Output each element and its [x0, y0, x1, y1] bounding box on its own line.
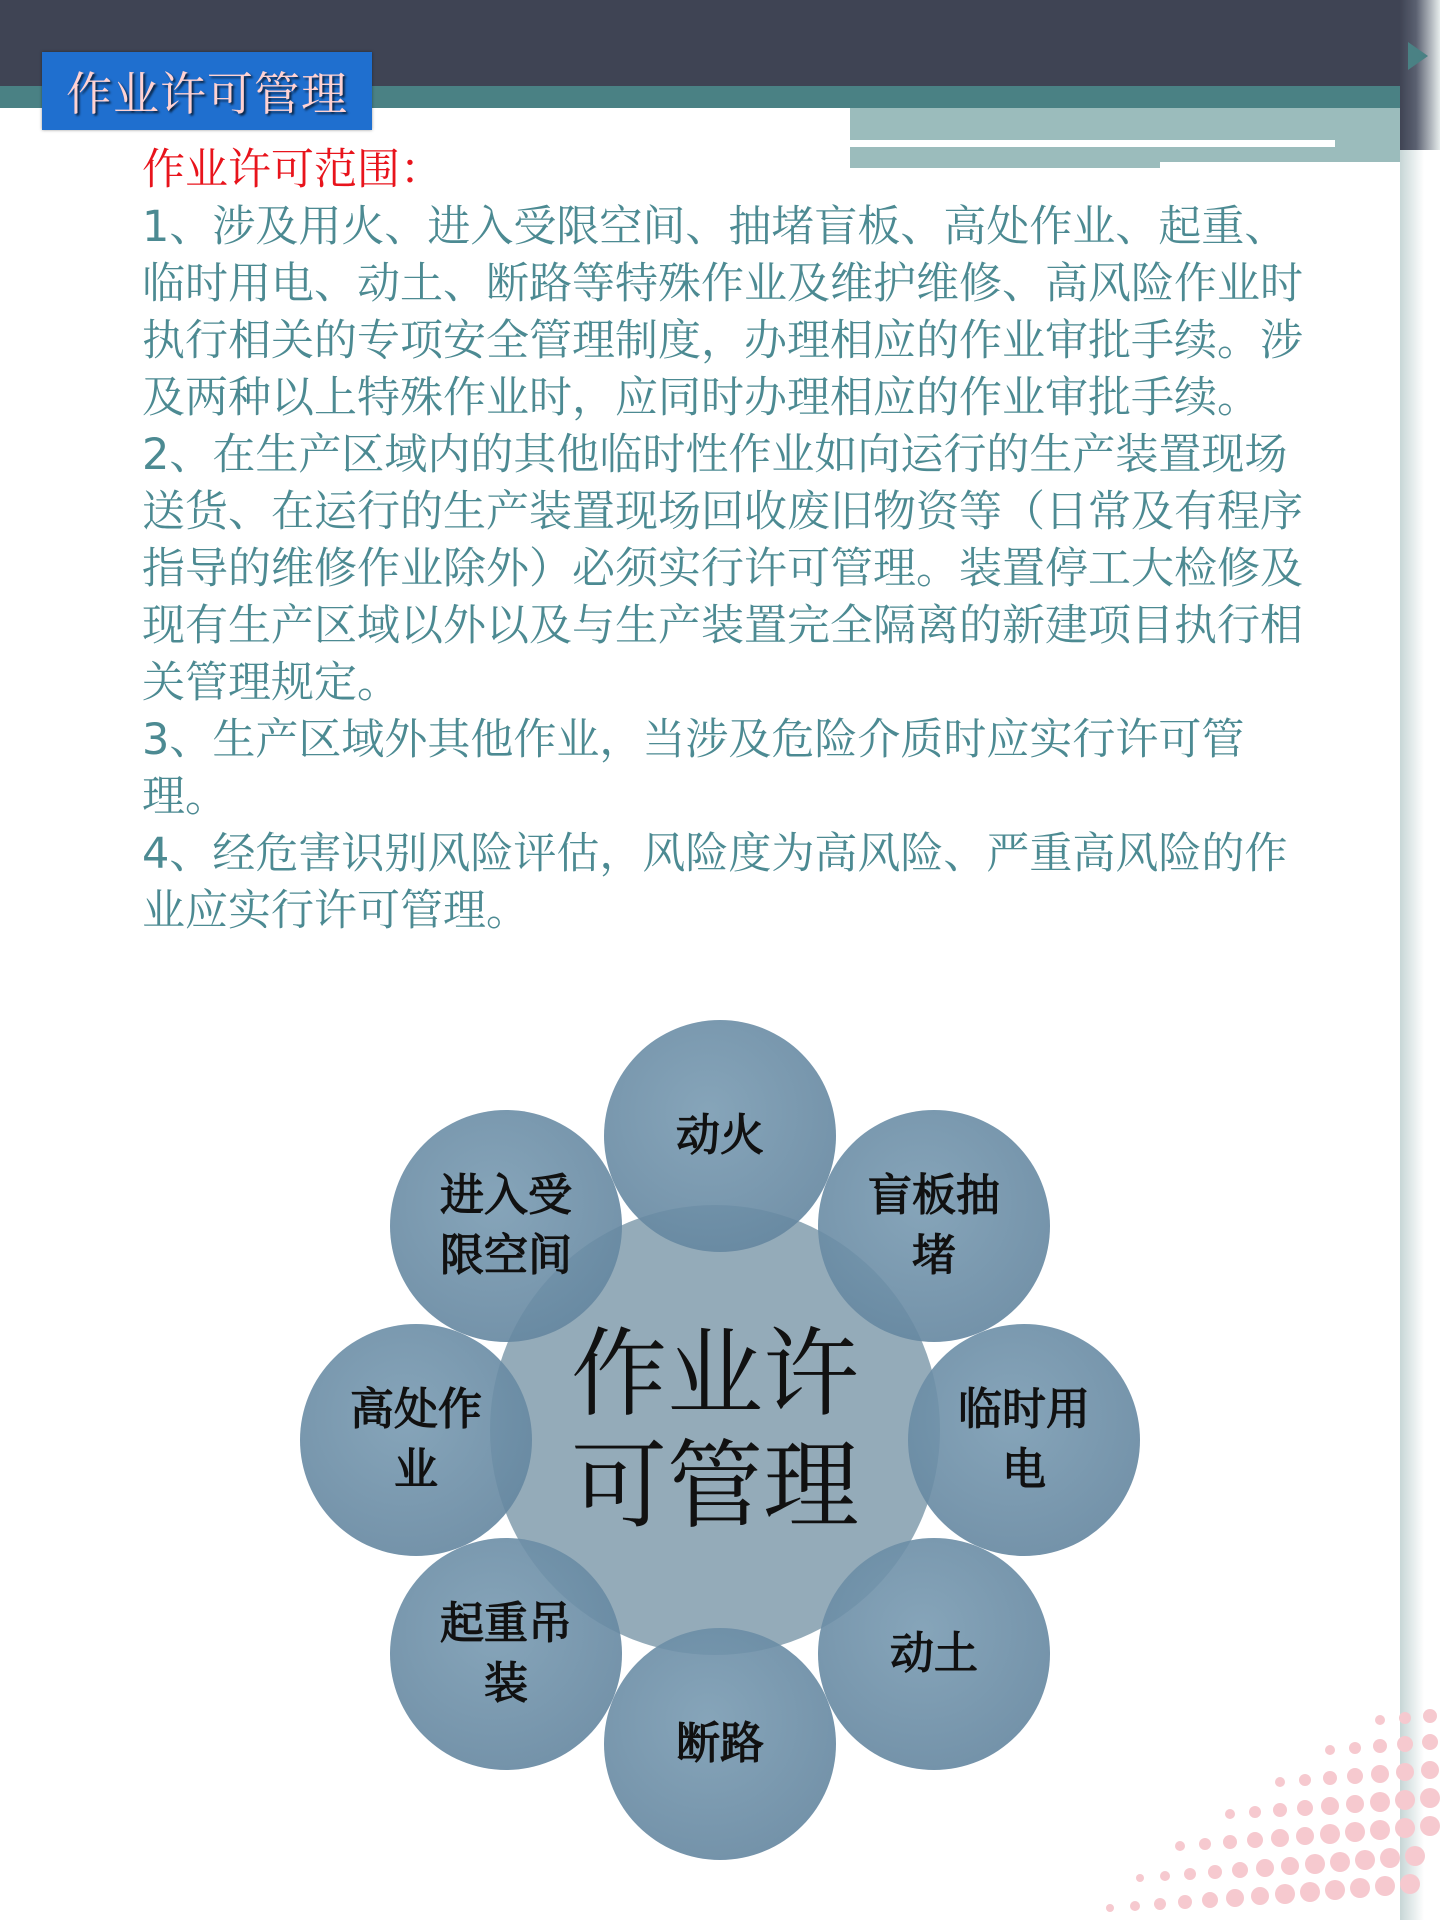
diagram-center-label: 作业许可管理 — [571, 1318, 859, 1542]
scope-heading: 作业许可范围： — [142, 145, 443, 195]
diagram-item-lifting — [390, 1538, 622, 1770]
paragraph-2: 2、在生产区域内的其他临时性作业如向运行的生产装置现场送货、在运行的生产装置现场回收废旧物资等（日常及有程序指导的维修作业除外）必须实行许可管理。装置停工大检修及现有生产区域以外以及与生产装置完全隔离的新建项目执行相关管理规定。 — [142, 430, 1303, 708]
title-box — [42, 52, 372, 130]
diagram-item-label: 断路 — [676, 1718, 764, 1769]
right-edge-header — [1400, 0, 1440, 150]
diagram-item-label: 盲板抽堵 — [868, 1170, 1000, 1281]
diagram-item-label: 动火 — [676, 1110, 764, 1161]
diagram-item-hot-work — [604, 1020, 836, 1252]
content-body — [142, 142, 1322, 940]
right-edge-band — [1400, 0, 1440, 1920]
decorative-dots — [1080, 1700, 1440, 1920]
diagram-item-road-closure — [604, 1628, 836, 1860]
diagram-item-label: 起重吊装 — [440, 1598, 572, 1709]
arrow-right-icon — [1408, 42, 1428, 70]
diagram-item-label: 动土 — [890, 1628, 978, 1679]
diagram-item-label: 临时用电 — [958, 1384, 1090, 1495]
diagram-item-label: 高处作业 — [350, 1384, 482, 1495]
diagram-item-excavation — [818, 1538, 1050, 1770]
diagram-item-label: 进入受限空间 — [440, 1170, 572, 1281]
paragraph-4: 4、经危害识别风险评估，风险度为高风险、严重高风险的作业应实行许可管理。 — [142, 829, 1288, 936]
page-title: 作业许可管理 — [66, 67, 348, 121]
diagram-item-blind-plate — [818, 1110, 1050, 1342]
paragraph-3: 3、生产区域外其他作业，当涉及危险介质时应实行许可管理。 — [142, 715, 1245, 822]
paragraph-1: 1、涉及用火、进入受限空间、抽堵盲板、高处作业、起重、临时用电、动土、断路等特殊作业及维护维修、高风险作业时执行相关的专项安全管理制度，办理相应的作业审批手续。涉及两种以上特殊作业时，应同时办理相应的作业审批手续。 — [142, 202, 1303, 423]
diagram-item-temporary-power — [908, 1324, 1140, 1556]
diagram-item-work-at-height — [300, 1324, 532, 1556]
diagram-item-confined-space — [390, 1110, 622, 1342]
